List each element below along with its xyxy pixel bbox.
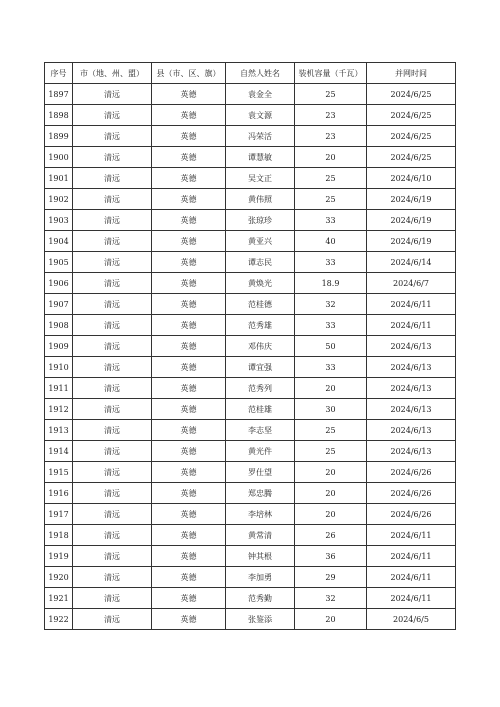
cell-capacity: 30 <box>295 399 367 420</box>
table-row <box>45 147 456 168</box>
header-grid-date: 并网时间 <box>367 63 456 84</box>
cell-county: 英德 <box>152 252 226 273</box>
header-city: 市（地、州、盟） <box>73 63 152 84</box>
cell-city: 清远 <box>73 567 152 588</box>
cell-county: 英德 <box>152 399 226 420</box>
cell-county: 英德 <box>152 525 226 546</box>
cell-person-name: 谭志民 <box>226 252 295 273</box>
cell-capacity: 25 <box>295 168 367 189</box>
cell-capacity: 20 <box>295 609 367 630</box>
cell-grid-date: 2024/6/19 <box>367 210 456 231</box>
cell-city: 清远 <box>73 525 152 546</box>
cell-city: 清远 <box>73 147 152 168</box>
cell-serial-number: 1917 <box>45 504 73 525</box>
cell-serial-number: 1916 <box>45 483 73 504</box>
cell-person-name: 范秀列 <box>226 378 295 399</box>
cell-grid-date: 2024/6/11 <box>367 567 456 588</box>
table-row <box>45 84 456 105</box>
cell-person-name: 郑忠腾 <box>226 483 295 504</box>
table-row <box>45 105 456 126</box>
cell-person-name: 李加勇 <box>226 567 295 588</box>
cell-capacity: 23 <box>295 105 367 126</box>
cell-serial-number: 1922 <box>45 609 73 630</box>
table-row <box>45 525 456 546</box>
cell-city: 清远 <box>73 546 152 567</box>
table-row <box>45 231 456 252</box>
cell-city: 清远 <box>73 294 152 315</box>
cell-grid-date: 2024/6/25 <box>367 84 456 105</box>
table-row <box>45 546 456 567</box>
cell-capacity: 40 <box>295 231 367 252</box>
cell-county: 英德 <box>152 294 226 315</box>
cell-serial-number: 1912 <box>45 399 73 420</box>
cell-county: 英德 <box>152 168 226 189</box>
cell-serial-number: 1900 <box>45 147 73 168</box>
cell-city: 清远 <box>73 231 152 252</box>
cell-serial-number: 1918 <box>45 525 73 546</box>
cell-person-name: 冯荣活 <box>226 126 295 147</box>
table-row <box>45 420 456 441</box>
cell-capacity: 25 <box>295 441 367 462</box>
cell-county: 英德 <box>152 588 226 609</box>
table-row <box>45 378 456 399</box>
cell-city: 清远 <box>73 420 152 441</box>
cell-city: 清远 <box>73 609 152 630</box>
cell-grid-date: 2024/6/26 <box>367 462 456 483</box>
cell-capacity: 20 <box>295 147 367 168</box>
cell-county: 英德 <box>152 126 226 147</box>
cell-city: 清远 <box>73 168 152 189</box>
cell-person-name: 邓伟庆 <box>226 336 295 357</box>
cell-capacity: 25 <box>295 189 367 210</box>
cell-person-name: 张鉴添 <box>226 609 295 630</box>
cell-serial-number: 1920 <box>45 567 73 588</box>
cell-county: 英德 <box>152 189 226 210</box>
cell-city: 清远 <box>73 399 152 420</box>
cell-serial-number: 1911 <box>45 378 73 399</box>
cell-capacity: 33 <box>295 315 367 336</box>
cell-capacity: 33 <box>295 252 367 273</box>
cell-capacity: 29 <box>295 567 367 588</box>
cell-capacity: 20 <box>295 378 367 399</box>
table-row <box>45 588 456 609</box>
table-row <box>45 441 456 462</box>
cell-person-name: 吴文正 <box>226 168 295 189</box>
cell-person-name: 黄常清 <box>226 525 295 546</box>
cell-grid-date: 2024/6/10 <box>367 168 456 189</box>
cell-grid-date: 2024/6/13 <box>367 336 456 357</box>
cell-grid-date: 2024/6/13 <box>367 357 456 378</box>
table-row <box>45 126 456 147</box>
cell-grid-date: 2024/6/25 <box>367 147 456 168</box>
cell-county: 英德 <box>152 420 226 441</box>
cell-person-name: 袁金全 <box>226 84 295 105</box>
header-county: 县（市、区、旗） <box>152 63 226 84</box>
table-row <box>45 483 456 504</box>
table-row <box>45 189 456 210</box>
cell-city: 清远 <box>73 357 152 378</box>
cell-grid-date: 2024/6/13 <box>367 399 456 420</box>
table-row <box>45 336 456 357</box>
cell-serial-number: 1897 <box>45 84 73 105</box>
cell-grid-date: 2024/6/11 <box>367 525 456 546</box>
cell-person-name: 张琼珍 <box>226 210 295 231</box>
cell-county: 英德 <box>152 273 226 294</box>
cell-capacity: 32 <box>295 294 367 315</box>
cell-grid-date: 2024/6/19 <box>367 189 456 210</box>
cell-city: 清远 <box>73 210 152 231</box>
table-row <box>45 462 456 483</box>
cell-capacity: 36 <box>295 546 367 567</box>
cell-serial-number: 1909 <box>45 336 73 357</box>
cell-capacity: 20 <box>295 462 367 483</box>
cell-capacity: 25 <box>295 420 367 441</box>
cell-city: 清远 <box>73 378 152 399</box>
cell-capacity: 26 <box>295 525 367 546</box>
cell-grid-date: 2024/6/5 <box>367 609 456 630</box>
cell-county: 英德 <box>152 231 226 252</box>
cell-person-name: 范桂雄 <box>226 399 295 420</box>
cell-city: 清远 <box>73 441 152 462</box>
header-capacity: 装机容量（千瓦） <box>295 63 367 84</box>
cell-serial-number: 1907 <box>45 294 73 315</box>
cell-capacity: 25 <box>295 84 367 105</box>
cell-grid-date: 2024/6/25 <box>367 105 456 126</box>
cell-serial-number: 1921 <box>45 588 73 609</box>
table-row <box>45 609 456 630</box>
cell-person-name: 黄亚兴 <box>226 231 295 252</box>
cell-grid-date: 2024/6/13 <box>367 378 456 399</box>
cell-grid-date: 2024/6/11 <box>367 315 456 336</box>
table-row <box>45 504 456 525</box>
cell-county: 英德 <box>152 357 226 378</box>
cell-serial-number: 1919 <box>45 546 73 567</box>
cell-county: 英德 <box>152 378 226 399</box>
cell-county: 英德 <box>152 105 226 126</box>
grid-connection-table <box>44 62 456 630</box>
cell-serial-number: 1905 <box>45 252 73 273</box>
table-body <box>45 84 456 630</box>
cell-person-name: 范秀勤 <box>226 588 295 609</box>
table-row <box>45 315 456 336</box>
cell-person-name: 范秀雄 <box>226 315 295 336</box>
table-row <box>45 273 456 294</box>
cell-city: 清远 <box>73 273 152 294</box>
cell-grid-date: 2024/6/14 <box>367 252 456 273</box>
cell-person-name: 罗仕望 <box>226 462 295 483</box>
cell-serial-number: 1898 <box>45 105 73 126</box>
cell-serial-number: 1906 <box>45 273 73 294</box>
table-row <box>45 168 456 189</box>
cell-capacity: 32 <box>295 588 367 609</box>
table-row <box>45 294 456 315</box>
cell-grid-date: 2024/6/11 <box>367 588 456 609</box>
cell-grid-date: 2024/6/13 <box>367 441 456 462</box>
table-row <box>45 567 456 588</box>
cell-city: 清远 <box>73 315 152 336</box>
cell-county: 英德 <box>152 483 226 504</box>
table-row <box>45 210 456 231</box>
cell-serial-number: 1904 <box>45 231 73 252</box>
cell-city: 清远 <box>73 126 152 147</box>
cell-capacity: 18.9 <box>295 273 367 294</box>
table-row <box>45 252 456 273</box>
cell-grid-date: 2024/6/7 <box>367 273 456 294</box>
cell-serial-number: 1913 <box>45 420 73 441</box>
cell-serial-number: 1902 <box>45 189 73 210</box>
cell-city: 清远 <box>73 252 152 273</box>
cell-grid-date: 2024/6/11 <box>367 546 456 567</box>
cell-grid-date: 2024/6/19 <box>367 231 456 252</box>
cell-person-name: 李培林 <box>226 504 295 525</box>
cell-person-name: 袁文源 <box>226 105 295 126</box>
cell-county: 英德 <box>152 210 226 231</box>
cell-serial-number: 1901 <box>45 168 73 189</box>
table-header <box>45 63 456 84</box>
table-row <box>45 399 456 420</box>
cell-grid-date: 2024/6/25 <box>367 126 456 147</box>
cell-person-name: 钟其根 <box>226 546 295 567</box>
cell-serial-number: 1914 <box>45 441 73 462</box>
cell-county: 英德 <box>152 336 226 357</box>
cell-county: 英德 <box>152 84 226 105</box>
cell-capacity: 23 <box>295 126 367 147</box>
cell-city: 清远 <box>73 504 152 525</box>
cell-person-name: 谭宜强 <box>226 357 295 378</box>
cell-county: 英德 <box>152 609 226 630</box>
cell-serial-number: 1910 <box>45 357 73 378</box>
cell-county: 英德 <box>152 147 226 168</box>
cell-city: 清远 <box>73 105 152 126</box>
cell-person-name: 黄伟照 <box>226 189 295 210</box>
cell-serial-number: 1899 <box>45 126 73 147</box>
cell-city: 清远 <box>73 462 152 483</box>
cell-city: 清远 <box>73 189 152 210</box>
cell-county: 英德 <box>152 546 226 567</box>
header-row <box>45 63 456 84</box>
cell-person-name: 李志坚 <box>226 420 295 441</box>
table-row <box>45 357 456 378</box>
header-person-name: 自然人姓名 <box>226 63 295 84</box>
cell-city: 清远 <box>73 84 152 105</box>
cell-city: 清远 <box>73 336 152 357</box>
cell-capacity: 33 <box>295 357 367 378</box>
cell-capacity: 50 <box>295 336 367 357</box>
cell-county: 英德 <box>152 462 226 483</box>
cell-city: 清远 <box>73 483 152 504</box>
cell-county: 英德 <box>152 315 226 336</box>
cell-grid-date: 2024/6/11 <box>367 294 456 315</box>
cell-county: 英德 <box>152 441 226 462</box>
cell-county: 英德 <box>152 567 226 588</box>
cell-capacity: 33 <box>295 210 367 231</box>
header-serial-number: 序号 <box>45 63 73 84</box>
cell-capacity: 20 <box>295 483 367 504</box>
cell-person-name: 黄光件 <box>226 441 295 462</box>
cell-capacity: 20 <box>295 504 367 525</box>
cell-county: 英德 <box>152 504 226 525</box>
cell-city: 清远 <box>73 588 152 609</box>
cell-serial-number: 1915 <box>45 462 73 483</box>
cell-person-name: 黄焕光 <box>226 273 295 294</box>
cell-grid-date: 2024/6/26 <box>367 483 456 504</box>
cell-grid-date: 2024/6/26 <box>367 504 456 525</box>
cell-serial-number: 1908 <box>45 315 73 336</box>
cell-person-name: 范桂德 <box>226 294 295 315</box>
cell-grid-date: 2024/6/13 <box>367 420 456 441</box>
cell-serial-number: 1903 <box>45 210 73 231</box>
cell-person-name: 谭慧敏 <box>226 147 295 168</box>
